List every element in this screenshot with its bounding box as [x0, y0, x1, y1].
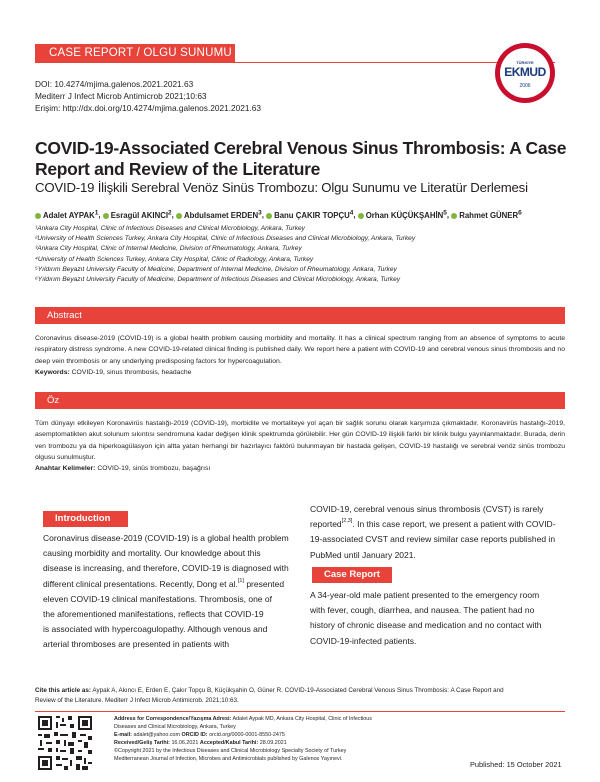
anahtar-kelimeler: COVID-19, sinüs trombozu, başağrısı	[97, 465, 211, 473]
case-report-body: A 34-year-old male patient presented to the emergency room with fever, cough, diarrhea, and nausea. The patient had no history of chronic disease and medication and no contact with COVID-19-infected patients.	[310, 590, 542, 646]
affiliations	[35, 224, 575, 285]
email-link[interactable]: adalet@yahoo.com	[133, 731, 181, 738]
author[interactable]: Esragül AKINCI$^2$	[103, 211, 172, 220]
published-date: Published: 15 October 2021	[470, 760, 562, 769]
cite-this-article: Cite this article as: Aypak A, Akıncı E, Erden E, Çakır Topçu B, Küçükşahin O, Güner R. COVID-19-Associated Cerebral Venous Sinus Thrombosis: A Case Report and Review of the Literature. Mediterr J Infect Microb Antimicrob. 2021;10:63.	[35, 687, 504, 704]
abstract-heading: Abstract	[35, 307, 565, 324]
logo-name: EKMUD	[504, 65, 546, 79]
affiliation: ⁴University of Health Sciences Turkey, Ankara City Hospital, Clinic of Radiology, Ankara, Turkey	[35, 255, 314, 263]
affiliation: ⁵Yıldırım Beyazıt University Faculty of Medicine, Department of Internal Medicine, Division of Rheumatology, Ankara, Turkey	[35, 265, 397, 273]
author-list: Adalet AYPAK$^1$, Esragül AKINCI$^2$, Abdulsamet ERDEN$^3$, Banu ÇAKIR TOPÇU$^4$, Orhan KÜÇÜKŞAHİN$^5$, Rahmet GÜNER$^6$	[35, 209, 575, 220]
abstract-body: Coronavirus disease-2019 (COVID-19) is a global health problem causing morbidity and mortality. It has a clinical spectrum ranging from an absence of symptoms to acute respiratory distress syndrome. A new COVID-19-related clinical finding is published daily. We report here a patient with COVID-19 and cerebral venous sinus thrombosis and no deep vein thrombosis or any underlying predisposing factors for hypercoagulation. Keywords: COVID-19, sinus thrombosis, headache	[35, 335, 565, 376]
logo-top-text: TÜRKİYE	[516, 60, 534, 65]
reference-link[interactable]: [1]	[237, 577, 244, 584]
qr-code[interactable]	[38, 716, 92, 770]
oz-body: Tüm dünyayı etkileyen Koronavirüs hastalığı-2019 (COVID-19), morbidite ve mortaliteye yol açan bir sağlık sorunu olarak karşımıza çıkmaktadır. Koronavirüs hastalığı-2019, asemptomatikten akut solunum sıkıntısı sendromuna kadar değişen klinik spektrumda görülebilir. Her gün COVID-19 ilişkili farklı bir klinik bulgu yayınlanmaktadır. Burada, derin ven trombozu ya da hiperkoagülasyon için altta yatan herhangi bir hazırlayıcı faktörü bulunmayan bir hastada gelişen, COVID-19 hastalığı ve serebral venöz sinüs trombozu olgusu sunulmuştur. Anahtar Kelimeler: COVID-19, sinüs trombozu, başağrısı	[35, 420, 565, 473]
affiliation: ²University of Health Sciences Turkey, Ankara City Hospital, Clinic of Infectious Diseases and Clinical Microbiology, Ankara, Turkey	[35, 235, 416, 243]
title-line-1: COVID-19-Associated Cerebral Venous Sinus Thrombosis: A Case	[35, 138, 567, 158]
orcid-icon[interactable]	[35, 213, 41, 219]
author[interactable]: Rahmet GÜNER$^6$	[451, 211, 522, 220]
oz-heading: Öz	[35, 392, 565, 409]
access-line[interactable]: Erişim: http://dx.doi.org/10.4274/mjima.galenos.2021.2021.63	[35, 103, 261, 113]
orcid-icon[interactable]	[103, 213, 109, 219]
author[interactable]: Banu ÇAKIR TOPÇU$^4$	[266, 211, 353, 220]
footer-rule	[35, 711, 565, 712]
reference-link[interactable]: [2,3]	[341, 518, 353, 525]
author[interactable]: Abdulsamet ERDEN$^3$	[176, 211, 262, 220]
orcid-icon[interactable]	[266, 213, 272, 219]
affiliation: ¹Ankara City Hospital, Clinic of Infectious Diseases and Clinical Microbiology, Ankara, Turkey	[35, 225, 305, 232]
logo-year: 2006	[519, 83, 531, 89]
doi-line[interactable]: DOI: 10.4274/mjima.galenos.2021.2021.63	[35, 79, 194, 89]
article-title	[35, 138, 575, 180]
orcid-icon[interactable]	[451, 213, 457, 219]
turkish-title: COVID-19 İlişkili Serebral Venöz Sinüs Trombozu: Olgu Sunumu ve Literatür Derlemesi	[35, 180, 528, 195]
anahtar-kelimeler-label: Anahtar Kelimeler:	[35, 465, 96, 473]
right-column-intro: COVID-19, cerebral venous sinus thrombosis (CVST) is rarely reported[2,3]. In this case report, we present a patient with COVID- 19-associated CVST and review similar case reports published in PubMed until January 2021.	[310, 504, 556, 560]
author[interactable]: Orhan KÜÇÜKŞAHİN$^5$	[358, 211, 447, 220]
introduction-heading: Introduction	[43, 511, 128, 527]
correspondence-block: Address for Correspondence/Yazışma Adresi: Adalet Aypak MD, Ankara City Hospital, Clinic of Infectious Diseases and Clinical Microbiology, Ankara, Turkey E-mail: adalet@yahoo.com ORCID ID: orcid.org/0000-0001-8550-2475 Received/Geliş Tarihi: 16.06.2021 Accepted/Kabul Tarihi: 28.09.2021 ©Copyright 2021 by the Infectious Diseases and Clinical Microbiology Specialty Society of Turkey Mediterranean Journal of Infection, Microbes and Antimicrobials published by Galenos Yayınevi.	[114, 716, 372, 762]
orcid-icon[interactable]	[358, 213, 364, 219]
header-rule	[35, 62, 555, 63]
keywords: COVID-19, sinus thrombosis, headache	[71, 368, 192, 376]
case-report-heading: Case Report	[312, 567, 392, 583]
orcid-icon[interactable]	[176, 213, 182, 219]
journal-line: Mediterr J Infect Microb Antimicrob 2021;10:63	[35, 91, 207, 101]
affiliation: ⁶Yıldırım Beyazıt University Faculty of Medicine, Department of Infectious Diseases and Clinical Microbiology, Ankara, Turkey	[35, 276, 401, 284]
introduction-body: Coronavirus disease-2019 (COVID-19) is a global health problem causing morbidity and mortality. Our knowledge about this disease is increasing, and therefore, COVID-19 is diagnosed with different clinical presentations. Recently, Dong et al.[1] presented eleven COVID-19 clinical manifestations. Thrombosis, one of the aforementioned manifestations, reflects that COVID-19 is associated with hypercoagulopathy. Although venous and arterial thromboses are presented in patients with	[43, 533, 289, 650]
ekmud-logo	[495, 43, 555, 103]
keywords-label: Keywords:	[35, 368, 70, 376]
title-line-2: Report and Review of the Literature	[35, 159, 321, 179]
affiliation: ³Ankara City Hospital, Clinic of Internal Medicine, Division of Rheumatology, Ankara, Turkey	[35, 245, 302, 253]
article-type-banner: CASE REPORT / OLGU SUNUMU	[35, 44, 235, 62]
orcid-link[interactable]: orcid.org/0000-0001-8550-2475	[209, 731, 285, 738]
author[interactable]: Adalet AYPAK$^1$	[35, 211, 98, 220]
